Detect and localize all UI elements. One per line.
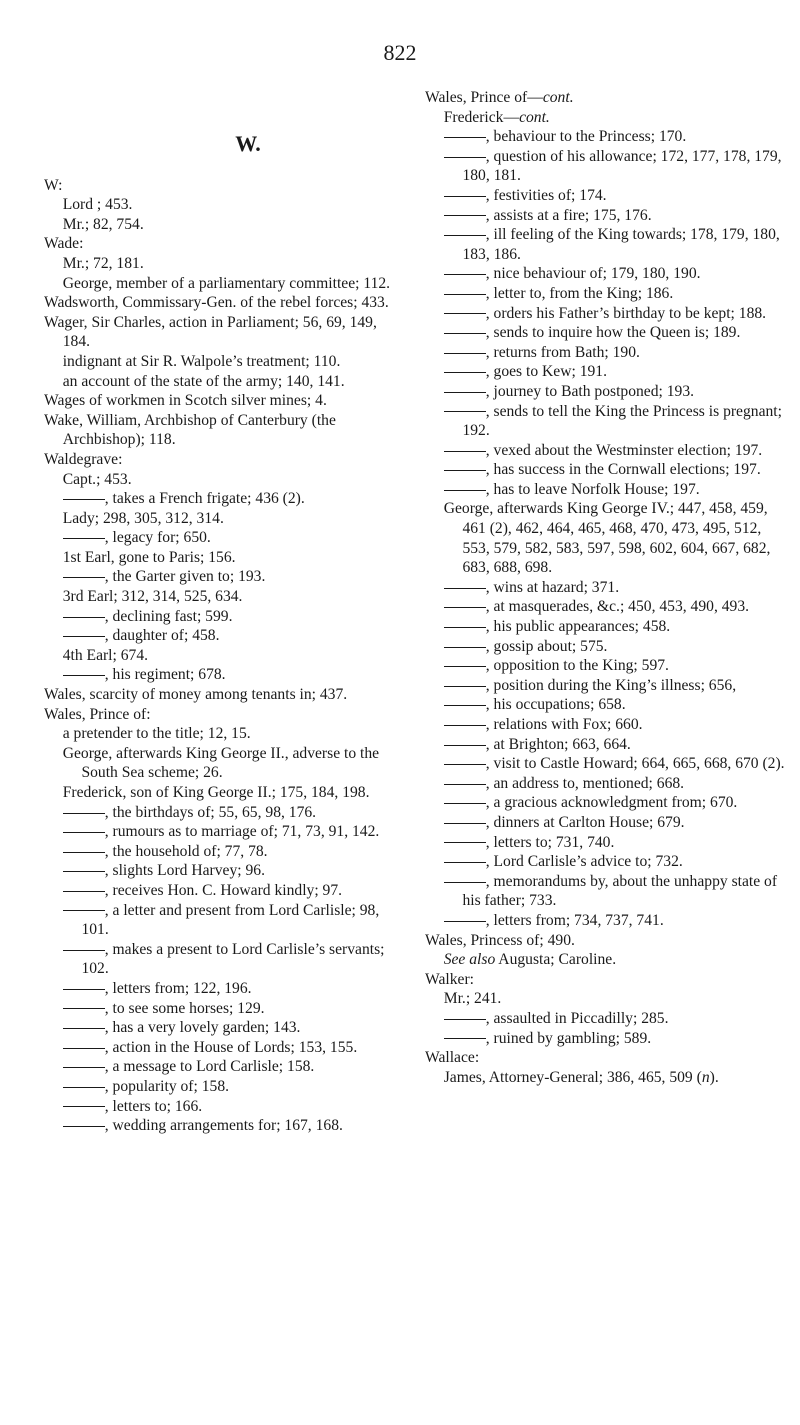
entry-text: Frederick— [443, 108, 520, 126]
entry-text: , to see some horses; 129. [104, 999, 265, 1017]
entry-text: Frederick, son of King George II.; 175, 184, 198. [62, 784, 370, 801]
index-heading [44, 411, 392, 450]
ditto-dash [63, 636, 105, 637]
entry-text: Lady; 298, 305, 312, 314. [62, 509, 224, 527]
entry-text: George, afterwards King George II., adverse to the South Sea scheme; 26. [62, 744, 380, 782]
index-subentry [44, 1077, 392, 1097]
entry-text: Wallace: [425, 1049, 480, 1067]
entry-text: Wales, Prince of: [44, 705, 151, 723]
index-subentry [425, 597, 785, 617]
right-entries [425, 88, 785, 1087]
index-subentry [44, 881, 392, 901]
ditto-dash [444, 372, 486, 373]
entry-text: , a gracious acknowledgment from; 670. [485, 794, 738, 812]
entry-text: Wales, Prince of— [425, 89, 543, 106]
entry-text: Mr.; 82, 754. [62, 215, 144, 233]
index-subentry [425, 480, 785, 500]
entry-text: Wake, William, Archbishop of Canterbury (the Archbishop); 118. [44, 411, 336, 449]
entry-text: , wedding arrangements for; 167, 168. [104, 1117, 343, 1135]
index-entry [44, 215, 392, 235]
index-entry [44, 744, 392, 783]
ditto-dash [63, 675, 105, 676]
index-subentry [44, 803, 392, 823]
index-heading [425, 1048, 785, 1068]
ditto-dash [444, 196, 486, 197]
entry-text: W: [44, 176, 63, 194]
index-subentry [44, 567, 392, 587]
ditto-dash [444, 823, 486, 824]
ditto-dash [444, 294, 486, 295]
index-subentry [425, 225, 785, 264]
index-subentry [425, 147, 785, 186]
index-subentry [44, 1018, 392, 1038]
entry-text: , his regiment; 678. [104, 666, 226, 684]
index-subentry [425, 911, 785, 931]
index-subentry [425, 852, 785, 872]
entry-italic-suffix: cont. [542, 89, 574, 106]
entry-text: , gossip about; 575. [485, 637, 608, 655]
index-heading [425, 970, 785, 990]
index-entry [44, 548, 392, 568]
entry-trail: ). [709, 1068, 719, 1086]
entry-text: Wales, Princess of; 490. [425, 931, 575, 949]
ditto-dash [444, 764, 486, 765]
ditto-dash [63, 852, 105, 853]
index-subentry [44, 861, 392, 881]
index-subentry [425, 793, 785, 813]
index-heading [44, 705, 392, 725]
entry-text: 3rd Earl; 312, 314, 525, 634. [62, 588, 243, 606]
index-subentry [425, 617, 785, 637]
ditto-dash [63, 538, 105, 539]
page-number: 822 [383, 40, 417, 65]
ditto-dash [63, 813, 105, 814]
ditto-dash [63, 832, 105, 833]
entry-text: , opposition to the King; 597. [485, 657, 669, 675]
letter-heading: W. [235, 131, 261, 156]
ditto-dash [63, 910, 105, 911]
entry-text: , letters to; 166. [104, 1097, 203, 1115]
index-subentry [425, 754, 785, 774]
index-subentry [44, 626, 392, 646]
entry-text: , ruined by gambling; 589. [485, 1029, 652, 1047]
index-subentry [425, 323, 785, 343]
ditto-dash [444, 274, 486, 275]
index-entry [425, 499, 785, 577]
entry-text: , rumours as to marriage of; 71, 73, 91, 142. [104, 823, 380, 841]
entry-text: , makes a present to Lord Carlisle’s servants; 102. [81, 940, 385, 978]
index-subentry [425, 460, 785, 480]
index-subentry [425, 362, 785, 382]
index-subentry [425, 284, 785, 304]
entry-text: , memorandums by, about the unhappy state of his father; 733. [462, 872, 778, 910]
entry-text: , letters from; 122, 196. [104, 979, 252, 997]
ditto-dash [63, 1048, 105, 1049]
entry-text: , letters to; 731, 740. [485, 833, 615, 851]
ditto-dash [63, 871, 105, 872]
entry-text: , goes to Kew; 191. [485, 363, 607, 381]
entry-italic-suffix: n [701, 1068, 710, 1086]
ditto-dash [444, 803, 486, 804]
index-subentry [425, 813, 785, 833]
entry-text: , letter to, from the King; 186. [485, 284, 674, 302]
entry-text: , an address to, mentioned; 668. [485, 774, 685, 792]
index-heading [44, 450, 392, 470]
ditto-dash [444, 882, 486, 883]
ditto-dash [444, 842, 486, 843]
entry-text: , at Brighton; 663, 664. [485, 735, 631, 753]
ditto-dash [444, 686, 486, 687]
ditto-dash [63, 1067, 105, 1068]
entry-text: , wins at hazard; 371. [485, 578, 620, 596]
ditto-dash [444, 215, 486, 216]
ditto-dash [444, 725, 486, 726]
entry-text: , popularity of; 158. [104, 1077, 230, 1095]
index-subentry [44, 607, 392, 627]
index-heading [44, 685, 392, 705]
ditto-dash [63, 891, 105, 892]
index-subentry [44, 842, 392, 862]
ditto-dash [444, 235, 486, 236]
entry-text: , declining fast; 599. [104, 607, 233, 625]
ditto-dash [63, 1028, 105, 1029]
index-entry [425, 950, 785, 970]
index-subentry [44, 822, 392, 842]
index-entry [44, 509, 392, 529]
ditto-dash [63, 1008, 105, 1009]
index-subentry [425, 715, 785, 735]
index-subentry [44, 665, 392, 685]
index-entry [44, 274, 392, 294]
left-entries [44, 176, 392, 1136]
entry-text: , legacy for; 650. [104, 529, 211, 547]
index-subentry [425, 735, 785, 755]
index-subentry [425, 304, 785, 324]
ditto-dash [444, 745, 486, 746]
entry-text: , orders his Father’s birthday to be kept; 188. [485, 304, 767, 322]
index-entry [425, 1068, 785, 1088]
entry-italic-prefix: See also [443, 951, 496, 969]
ditto-dash [444, 647, 486, 648]
index-entry [44, 646, 392, 666]
ditto-dash [63, 1126, 105, 1127]
entry-text: , returns from Bath; 190. [485, 343, 640, 361]
index-subentry [44, 999, 392, 1019]
entry-text: 4th Earl; 674. [62, 646, 149, 664]
ditto-dash [63, 577, 105, 578]
entry-text: , action in the House of Lords; 153, 155. [104, 1038, 358, 1056]
index-subentry [425, 402, 785, 441]
entry-text: Lord ; 453. [62, 196, 133, 214]
entry-text: Capt.; 453. [62, 470, 132, 488]
entry-text: , his occupations; 658. [485, 696, 626, 714]
index-entry [425, 108, 785, 128]
index-subentry [425, 206, 785, 226]
entry-text: , the household of; 77, 78. [104, 842, 268, 860]
entry-text: George, afterwards King George IV.; 447, 458, 459, 461 (2), 462, 464, 465, 468, 470, 473, 495, 512, 553, 579, 582, 583, 597, 598, 602, 604, 667, 682, 683, 688, 698. [443, 500, 771, 577]
index-subentry [425, 1029, 785, 1049]
index-subentry [425, 872, 785, 911]
ditto-dash [444, 490, 486, 491]
index-entry [44, 372, 392, 392]
index-subentry [425, 656, 785, 676]
ditto-dash [63, 499, 105, 500]
index-entry [44, 195, 392, 215]
index-entry [44, 724, 392, 744]
index-heading [425, 931, 785, 951]
entry-text: James, Attorney-General; 386, 465, 509 ( [443, 1068, 702, 1086]
entry-text: a pretender to the title; 12, 15. [62, 725, 251, 743]
index-subentry [425, 382, 785, 402]
ditto-dash [444, 921, 486, 922]
ditto-dash [444, 784, 486, 785]
ditto-dash [444, 333, 486, 334]
entry-text: , slights Lord Harvey; 96. [104, 862, 265, 880]
entry-text: an account of the state of the army; 140, 141. [62, 372, 345, 390]
index-subentry [425, 186, 785, 206]
index-entry [44, 470, 392, 490]
entry-text: , sends to inquire how the Queen is; 189. [485, 324, 741, 342]
index-subentry [44, 940, 392, 979]
index-subentry [425, 1009, 785, 1029]
index-subentry [44, 528, 392, 548]
entry-text: , relations with Fox; 660. [485, 716, 643, 733]
entry-text: Wade: [44, 235, 84, 253]
entry-text: , dinners at Carlton House; 679. [485, 813, 685, 831]
index-heading [44, 391, 392, 411]
ditto-dash [444, 1038, 486, 1039]
ditto-dash [444, 353, 486, 354]
entry-text: Wager, Sir Charles, action in Parliament; 56, 69, 149, 184. [44, 313, 377, 351]
entry-text: Wages of workmen in Scotch silver mines; 4. [44, 392, 327, 410]
entry-text: , has success in the Cornwall elections; 197. [485, 461, 761, 479]
entry-text: , letters from; 734, 737, 741. [485, 911, 664, 929]
index-subentry [44, 1038, 392, 1058]
index-heading [44, 293, 392, 313]
index-subentry [44, 489, 392, 509]
entry-text: , receives Hon. C. Howard kindly; 97. [104, 881, 343, 899]
entry-text: Wadsworth, Commissary-Gen. of the rebel forces; 433. [44, 294, 389, 312]
ditto-dash [444, 588, 486, 589]
entry-text: , his public appearances; 458. [485, 618, 671, 636]
entry-text: Wales, scarcity of money among tenants in; 437. [44, 686, 348, 704]
ditto-dash [63, 1087, 105, 1088]
index-subentry [44, 901, 392, 940]
ditto-dash [444, 313, 486, 314]
entry-text: 1st Earl, gone to Paris; 156. [62, 548, 236, 566]
entry-text: , sends to tell the King the Princess is pregnant; 192. [462, 402, 782, 440]
entry-text: , assaulted in Piccadilly; 285. [485, 1009, 669, 1027]
ditto-dash [444, 137, 486, 138]
index-heading [44, 176, 392, 196]
ditto-dash [444, 666, 486, 667]
ditto-dash [444, 470, 486, 471]
index-subentry [425, 578, 785, 598]
entry-text: indignant at Sir R. Walpole’s treatment; 110. [62, 352, 341, 370]
index-heading [44, 234, 392, 254]
ditto-dash [444, 392, 486, 393]
ditto-dash [63, 617, 105, 618]
entry-text: , behaviour to the Princess; 170. [485, 128, 687, 146]
ditto-dash [63, 989, 105, 990]
entry-text: , festivities of; 174. [485, 186, 607, 204]
index-heading [44, 313, 392, 352]
index-subentry [425, 264, 785, 284]
entry-text: , assists at a fire; 175, 176. [485, 206, 652, 224]
index-subentry [425, 833, 785, 853]
entry-text: , ill feeling of the King towards; 178, 179, 180, 183, 186. [462, 226, 780, 263]
index-entry [425, 989, 785, 1009]
entry-text: Augusta; Caroline. [495, 951, 617, 969]
ditto-dash [444, 627, 486, 628]
entry-text: , has a very lovely garden; 143. [104, 1019, 301, 1037]
entry-text: , the Garter given to; 193. [104, 568, 266, 586]
ditto-dash [444, 607, 486, 608]
index-subentry [425, 774, 785, 794]
ditto-dash [444, 157, 486, 158]
ditto-dash [444, 705, 486, 706]
index-subentry [425, 343, 785, 363]
right-column [425, 88, 785, 1087]
entry-text: , has to leave Norfolk House; 197. [485, 480, 700, 498]
index-entry [44, 352, 392, 372]
ditto-dash [444, 862, 486, 863]
entry-text: , visit to Castle Howard; 664, 665, 668, 670 (2). [485, 755, 785, 773]
entry-text: Mr.; 241. [443, 990, 502, 1008]
index-subentry [44, 1116, 392, 1136]
entry-italic-suffix: cont. [519, 108, 550, 126]
ditto-dash [63, 1106, 105, 1107]
entry-text: , at masquerades, &c.; 450, 453, 490, 493. [485, 598, 750, 616]
entry-text: Waldegrave: [44, 450, 123, 468]
entry-text: , the birthdays of; 55, 65, 98, 176. [104, 803, 317, 821]
index-subentry [425, 637, 785, 657]
entry-text: , vexed about the Westminster election; 197. [485, 441, 763, 459]
entry-text: , takes a French frigate; 436 (2). [104, 490, 305, 508]
index-subentry [425, 127, 785, 147]
index-entry [44, 254, 392, 274]
ditto-dash [444, 1019, 486, 1020]
index-subentry [425, 441, 785, 461]
index-entry [44, 783, 392, 803]
index-heading [425, 88, 785, 108]
index-subentry [425, 676, 785, 696]
entry-text: , a message to Lord Carlisle; 158. [104, 1058, 315, 1076]
ditto-dash [63, 950, 105, 951]
entry-text: Walker: [425, 970, 474, 988]
index-subentry [44, 979, 392, 999]
entry-text: George, member of a parliamentary committee; 112. [62, 274, 391, 292]
ditto-dash [444, 451, 486, 452]
entry-text: , Lord Carlisle’s advice to; 732. [485, 853, 683, 871]
entry-text: , nice behaviour of; 179, 180, 190. [485, 265, 701, 283]
index-entry [44, 587, 392, 607]
entry-text: , journey to Bath postponed; 193. [485, 382, 695, 400]
left-column [44, 88, 392, 1136]
ditto-dash [444, 411, 486, 412]
entry-text: , question of his allowance; 172, 177, 178, 179, 180, 181. [462, 147, 782, 185]
index-subentry [44, 1057, 392, 1077]
entry-text: , position during the King’s illness; 656, [485, 676, 737, 694]
entry-text: , a letter and present from Lord Carlisle; 98, 101. [81, 901, 380, 939]
entry-text: Mr.; 72, 181. [62, 254, 144, 272]
index-subentry [425, 695, 785, 715]
entry-text: , daughter of; 458. [104, 627, 220, 645]
index-subentry [44, 1097, 392, 1117]
